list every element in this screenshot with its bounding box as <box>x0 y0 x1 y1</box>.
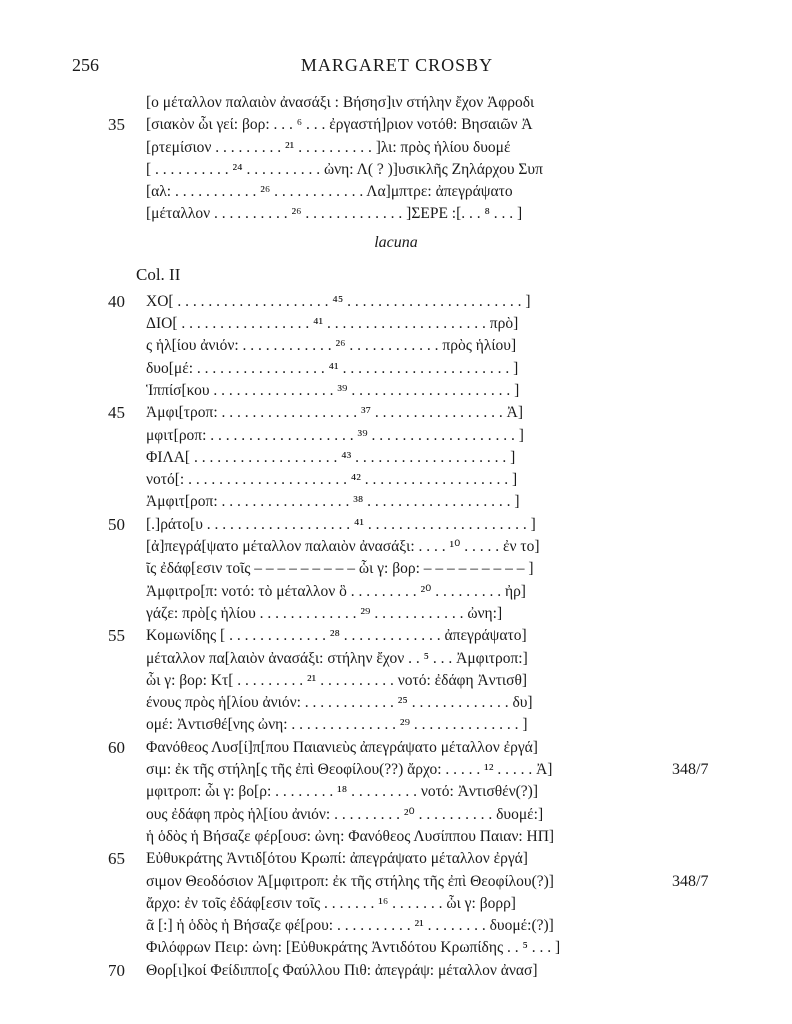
line-text: ΧΟ[ . . . . . . . . . . . . . . . . . . . . ⁴⁵ . . . . . . . . . . . . . . . . . . . . . . . ] <box>146 292 531 310</box>
line-number: 60 <box>108 737 125 757</box>
line-number: 50 <box>108 514 125 534</box>
lacuna-label <box>0 226 792 259</box>
text-line <box>0 960 792 982</box>
line-number: 40 <box>108 291 125 311</box>
text-line <box>0 670 792 692</box>
text-line <box>0 536 792 558</box>
line-text: μφιτ[ροπ: . . . . . . . . . . . . . . . . . . . ³⁹ . . . . . . . . . . . . . . . . . . . ] <box>146 426 524 444</box>
line-number: 70 <box>108 960 125 980</box>
line-text: Ἀμφι[τροπ: . . . . . . . . . . . . . . . . . . ³⁷ . . . . . . . . . . . . . . . . . Ἀ] <box>146 404 524 422</box>
text-line <box>0 291 792 313</box>
line-text: [ . . . . . . . . . . ²⁴ . . . . . . . . . . ὠνη: Λ( ? )]υσικλῆς Ζηλάρχου Συπ <box>146 160 543 178</box>
text-line <box>0 313 792 335</box>
line-text: Φανόθεος Λυσ[ί]π[που Παιανιεὺς ἀπεγράψατο μέταλλον ἐργά] <box>146 738 538 756</box>
line-text: ᾶ [:] ἡ ὁδὸς ἡ Βήσαζε φέ[ρου: . . . . . . . . . . ²¹ . . . . . . . . δυομέ:(?)] <box>146 917 554 935</box>
line-text: Φιλόφρων Πειρ: ὠνη: [Εὐθυκράτης Ἀντιδότου Κρωπίδης . . ⁵ . . . ] <box>146 939 561 957</box>
text-line <box>0 181 792 203</box>
line-text: [μέταλλον . . . . . . . . . . ²⁶ . . . . . . . . . . . . . ]ΣΕΡΕ :[. . . ⁸ . . . ] <box>146 205 523 223</box>
text-line <box>0 826 792 848</box>
text-line <box>0 714 792 736</box>
line-text: σιμον Θεοδόσιον Ἀ[μφιτροπ: ἐκ τῆς στήλης τῆς ἐπὶ Θεοφίλου(?)] <box>146 872 554 890</box>
text-line <box>0 804 792 826</box>
text-line <box>0 871 792 893</box>
line-text: ὧι γ: βορ: Κτ[ . . . . . . . . . ²¹ . . . . . . . . . . νοτό: ἐδάφη Ἀντισθ] <box>146 671 528 689</box>
text-line <box>0 114 792 136</box>
text-line <box>0 558 792 580</box>
text-line <box>0 402 792 424</box>
line-text: Εὐθυκράτης Ἀντιδ[ότου Κρωπί: ἀπεγράψατο μέταλλον ἐργά] <box>146 850 528 868</box>
text-line <box>0 425 792 447</box>
line-text: ένους πρὸς ἡ[λίου ἀνιόν: . . . . . . . . . . . . ²⁵ . . . . . . . . . . . . . δυ] <box>146 694 533 712</box>
line-text: [ἀ]πεγρά[ψατο μέταλλον παλαιὸν ἀνασάξι: . . . . ¹⁰ . . . . . ἐν το] <box>146 538 540 556</box>
page-number: 256 <box>72 55 99 75</box>
text-line <box>0 137 792 159</box>
line-text: [αλ: . . . . . . . . . . . ²⁶ . . . . . . . . . . . . Λα]μπτρε: ἀπεγράψατο <box>146 183 513 201</box>
text-line <box>0 625 792 647</box>
line-date: 348/7 <box>672 872 709 890</box>
line-text: ΦΙΛΑ[ . . . . . . . . . . . . . . . . . . . ⁴³ . . . . . . . . . . . . . . . . . . . . ] <box>146 448 516 466</box>
line-text: δυο[μέ: . . . . . . . . . . . . . . . . . ⁴¹ . . . . . . . . . . . . . . . . . . . . . . ] <box>146 359 519 377</box>
line-date: 348/7 <box>672 761 709 779</box>
text-line <box>0 692 792 714</box>
text-line <box>0 893 792 915</box>
text-line <box>0 648 792 670</box>
line-text: [ο μέταλλον παλαιὸν ἀνασάξι : Βήσησ]ιν στήλην ἔχον Ἀφροδι <box>146 94 535 111</box>
text-line <box>0 781 792 803</box>
text-line <box>0 514 792 536</box>
line-text: ους ἐδάφη πρὸς ἡλ[ίου ἀνιόν: . . . . . . . . . ²⁰ . . . . . . . . . . δυομέ:] <box>146 805 544 823</box>
line-number: 55 <box>108 626 125 646</box>
text-line <box>0 380 792 402</box>
text-line <box>0 491 792 513</box>
text-line <box>0 447 792 469</box>
column-heading <box>0 259 792 291</box>
lacuna-text: lacuna <box>374 233 418 251</box>
line-text: [σιακὸν ὧι γεί: βορ: . . . ⁶ . . . ἐργαστή]ριον νοτόθ: Βησαιῶν Ἀ <box>146 116 533 134</box>
line-text: Κομωνίδης [ . . . . . . . . . . . . . ²⁸ . . . . . . . . . . . . . ἀπεγράψατο] <box>146 627 527 645</box>
text-line <box>0 737 792 759</box>
inscription-text <box>0 92 792 982</box>
text-line <box>0 358 792 380</box>
line-text: μέταλλον πα[λαιὸν ἀνασάξι: στήλην ἔχον . . ⁵ . . . Ἀμφιτροπ:] <box>146 649 528 667</box>
text-line <box>0 581 792 603</box>
line-text: γάζε: πρὸ[ς ἡλίου . . . . . . . . . . . . . ²⁹ . . . . . . . . . . . . ὠνη:] <box>146 604 503 622</box>
text-line <box>0 848 792 870</box>
line-text: ἄρχο: ἐν τοῖς ἐδάφ[εσιν τοῖς . . . . . . . ¹⁶ . . . . . . . ὧι γ: βορρ] <box>146 894 516 912</box>
line-text: ομέ: Ἀντισθέ[νης ὠνη: . . . . . . . . . . . . . . ²⁹ . . . . . . . . . . . . . . ] <box>146 716 528 734</box>
line-text: ΔΙΟ[ . . . . . . . . . . . . . . . . . ⁴¹ . . . . . . . . . . . . . . . . . . . . . πρὸ] <box>146 315 519 333</box>
line-text: μφιτροπ: ὧι γ: βο[ρ: . . . . . . . . ¹⁸ . . . . . . . . . νοτό: Ἀντισθέν(?)] <box>146 783 538 801</box>
page-header <box>72 55 722 79</box>
line-text: Ἀμφιτ[ροπ: . . . . . . . . . . . . . . . . . ³⁸ . . . . . . . . . . . . . . . . . . . ] <box>146 493 520 511</box>
text-line <box>0 915 792 937</box>
text-line <box>0 937 792 959</box>
running-head: MARGARET CROSBY <box>300 55 494 75</box>
text-line <box>0 469 792 491</box>
line-number: 35 <box>108 115 125 135</box>
text-line <box>0 92 792 114</box>
line-text: [ρτεμίσιον . . . . . . . . . ²¹ . . . . . . . . . . ]λι: πρὸς ἡλίου δυομέ <box>146 138 511 156</box>
text-line <box>0 335 792 357</box>
line-text: νοτό[: . . . . . . . . . . . . . . . . . . . . . ⁴² . . . . . . . . . . . . . . . . . . . ] <box>146 471 518 489</box>
line-number: 65 <box>108 849 125 869</box>
text-line <box>0 759 792 781</box>
text-line <box>0 603 792 625</box>
text-line <box>0 159 792 181</box>
line-text: σιμ: ἐκ τῆς στήλη[ς τῆς ἐπὶ Θεοφίλου(??) ἄρχο: . . . . . ¹² . . . . . Ἀ] <box>146 761 553 779</box>
line-text: ς ἡλ[ίου ἀνιόν: . . . . . . . . . . . . ²⁶ . . . . . . . . . . . . πρὸς ἡλίου] <box>146 337 517 355</box>
line-text: Ἀμφιτρο[π: νοτό: τὸ μέταλλον ὃ . . . . . . . . . ²⁰ . . . . . . . . . ἠρ] <box>146 582 526 600</box>
line-number: 45 <box>108 403 125 423</box>
line-text: Ἱππίσ[κου . . . . . . . . . . . . . . . . ³⁹ . . . . . . . . . . . . . . . . . . . . . ] <box>146 381 520 399</box>
column-heading-text: Col. II <box>136 264 181 284</box>
text-line <box>0 203 792 225</box>
line-text: Θορ[ι]κοί Φείδιππο[ς Φαύλλου Πιθ: ἀπεγράψ: μέταλλον ἀνασ] <box>146 961 538 979</box>
line-text: ῖς ἐδάφ[εσιν τοῖς – – – – – – – – – ὧι γ: βορ: – – – – – – – – – ] <box>146 560 534 578</box>
line-text: ἡ ὁδὸς ἡ Βήσαζε φέρ[ουσ: ὠνη: Φανόθεος Λυσίππου Παιαν: ΗΠ] <box>146 827 555 845</box>
line-text: [.]ράτο[υ . . . . . . . . . . . . . . . . . . . ⁴¹ . . . . . . . . . . . . . . . . . . . . . ] <box>146 515 536 533</box>
